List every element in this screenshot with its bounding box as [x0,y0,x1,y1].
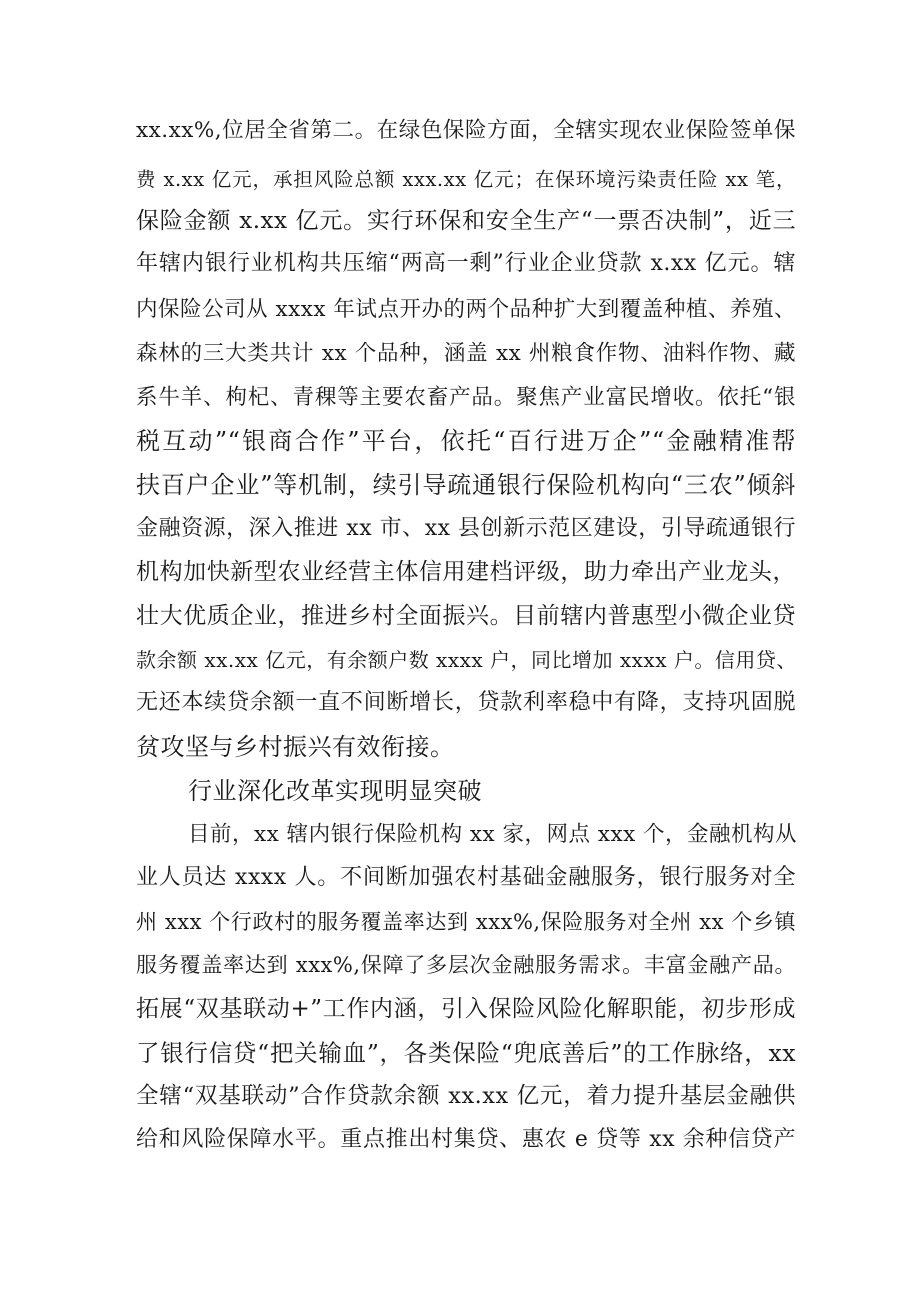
paragraph-line: 全辖“双基联动”合作贷款余额 xx.xx 亿元，着力提升基层金融供 [136,1083,796,1109]
paragraph-line: 款余额 xx.xx 亿元，有余额户数 xxxx 户，同比增加 xxxx 户。信用贷、 [136,648,797,672]
paragraph-line: 扶百户企业”等机制，续引导疏通银行保险机构向“三农”倾斜 [136,471,796,499]
paragraph-line: 服务覆盖率达到 xxx%,保障了多层次金融服务需求。丰富金融产品。 [136,953,796,977]
paragraph-line: 金融资源，深入推进 xx 市、xx 县创新示范区建设，引导疏通银行 [136,516,796,541]
paragraph-line: 业人员达 xxxx 人。不间断加强农村基础金融服务，银行服务对全 [136,865,796,890]
section-heading: 行业深化改革实现明显突破 [188,777,482,805]
paragraph-line: 费 x.xx 亿元，承担风险总额 xxx.xx 亿元；在保环境污染责任险 xx 笔， [136,168,796,191]
paragraph-line: xx.xx%,位居全省第二。在绿色保险方面，全辖实现农业保险签单保 [136,118,796,143]
paragraph-line: 内保险公司从 xxxx 年试点开办的两个品种扩大到覆盖种植、养殖、 [136,297,796,322]
paragraph-line: 给和风险保障水平。重点推出村集贷、惠农 e 贷等 xx 余种信贷产 [136,1127,796,1152]
paragraph-line: 系牛羊、枸杞、青稞等主要农畜产品。聚焦产业富民增收。依托“银 [136,385,796,410]
paragraph-line-last: 贫攻坚与乡村振兴有效衔接。 [136,733,455,761]
paragraph-line: 保险金额 x.xx 亿元。实行环保和安全生产“一票否决制”，近三 [136,208,796,234]
paragraph-line-first: 目前，xx 辖内银行保险机构 xx 家，网点 xxx 个，金融机构从 [188,822,798,847]
paragraph-line: 拓展“双基联动+”工作内涵，引入保险风险化解职能，初步形成 [136,996,796,1022]
paragraph-line: 州 xxx 个行政村的服务覆盖率达到 xxx%,保险服务对全州 xx 个乡镇 [136,910,796,934]
paragraph-line: 壮大优质企业，推进乡村全面振兴。目前辖内普惠型小微企业贷 [136,603,796,629]
paragraph-line: 年辖内银行业机构共压缩“两高一剩”行业企业贷款 x.xx 亿元。辖 [136,251,796,276]
paragraph-line: 税互动”“银商合作”平台，依托“百行进万企”“金融精准帮 [136,427,796,455]
paragraph-line: 无还本续贷余额一直不间断增长，贷款利率稳中有降，支持巩固脱 [136,690,796,715]
paragraph-line: 了银行信贷“把关输血”，各类保险“兜底善后”的工作脉络，xx [136,1039,796,1067]
paragraph-line: 机构加快新型农业经营主体信用建档评级，助力牵出产业龙头， [136,559,796,585]
paragraph-line: 森林的三大类共计 xx 个品种，涵盖 xx 州粮食作物、油料作物、藏 [136,341,796,366]
